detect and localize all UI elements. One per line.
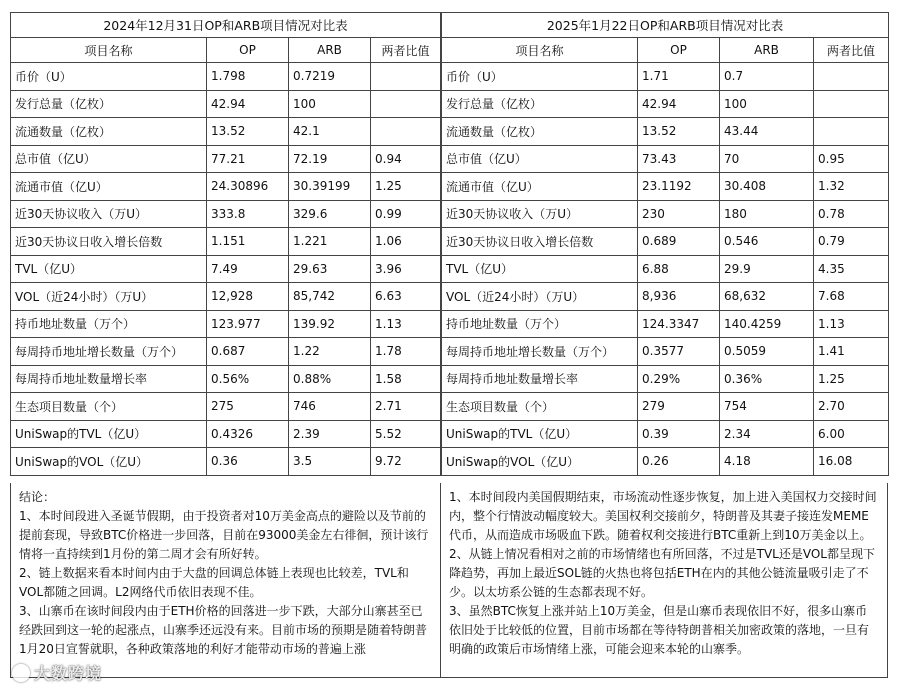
- cell-item-name: 流通市值（亿U）: [11, 173, 207, 201]
- cell-op: 0.39: [638, 420, 720, 448]
- table-row: [442, 228, 889, 256]
- table-row: [442, 255, 889, 283]
- cell-item-name: UniSwap的TVL（亿U）: [442, 420, 638, 448]
- cell-ratio: 2.70: [814, 393, 889, 421]
- note-paragraph: 2、链上数据来看本时间内由于大盘的回调总体链上表现也比较差，TVL和VOL都随之回调。L2网络代币依旧表现不佳。: [19, 566, 409, 599]
- cell-item-name: 每周持币地址数量增长率: [11, 365, 207, 393]
- header-op: OP: [207, 38, 289, 63]
- cell-op: 0.26: [638, 448, 720, 476]
- cell-item-name: 流通数量（亿枚）: [442, 118, 638, 146]
- cell-op: 23.1192: [638, 173, 720, 201]
- left-table-body: [11, 63, 441, 476]
- cell-arb: 0.88%: [289, 365, 371, 393]
- cell-item-name: VOL（近24小时）（万U）: [442, 283, 638, 311]
- cell-ratio: 1.32: [814, 173, 889, 201]
- cell-arb: 30.408: [720, 173, 814, 201]
- table-row: [11, 310, 441, 338]
- cell-ratio: 4.35: [814, 255, 889, 283]
- cell-arb: 139.92: [289, 310, 371, 338]
- header-arb: ARB: [289, 38, 371, 63]
- table-row: [442, 283, 889, 311]
- table-row: [11, 145, 441, 173]
- cell-arb: 29.9: [720, 255, 814, 283]
- cell-item-name: TVL（亿U）: [11, 255, 207, 283]
- cell-arb: 2.34: [720, 420, 814, 448]
- cell-arb: 100: [720, 90, 814, 118]
- cell-ratio: 1.58: [371, 365, 441, 393]
- cell-arb: 329.6: [289, 200, 371, 228]
- cell-arb: 0.5059: [720, 338, 814, 366]
- cell-op: 0.56%: [207, 365, 289, 393]
- cell-item-name: 发行总量（亿枚）: [442, 90, 638, 118]
- cell-op: 12,928: [207, 283, 289, 311]
- watermark-text: 大数跨境: [34, 664, 103, 683]
- cell-arb: 0.546: [720, 228, 814, 256]
- cell-item-name: UniSwap的TVL（亿U）: [11, 420, 207, 448]
- cell-op: 0.687: [207, 338, 289, 366]
- table-row: [442, 173, 889, 201]
- left-conclusion-notes: [10, 483, 441, 678]
- right-header-row: [442, 38, 889, 63]
- cell-ratio: [371, 90, 441, 118]
- table-row: [11, 90, 441, 118]
- cell-item-name: 每周持币地址增长数量（万个）: [11, 338, 207, 366]
- header-ratio: 两者比值: [814, 38, 889, 63]
- table-row: [442, 118, 889, 146]
- right-table-title: 2025年1月22日OP和ARB项目情况对比表: [442, 13, 889, 38]
- cell-op: 1.71: [638, 63, 720, 91]
- note-paragraph: 2、从链上情况看相对之前的市场情绪也有所回落，不过是TVL还是VOL都呈现下降趋势，再加上最近SOL链的火热也将包括ETH在内的其他公链流量吸引走了不少。以太坊系公链的生态都表现不好。: [449, 547, 875, 599]
- right-comparison-table: [441, 12, 889, 476]
- cell-ratio: [814, 90, 889, 118]
- table-row: [11, 338, 441, 366]
- cell-arb: 0.36%: [720, 365, 814, 393]
- cell-op: 42.94: [638, 90, 720, 118]
- table-row: [442, 420, 889, 448]
- table-row: [442, 310, 889, 338]
- table-row: [11, 448, 441, 476]
- cell-arb: 85,742: [289, 283, 371, 311]
- table-row: [11, 173, 441, 201]
- cell-op: 7.49: [207, 255, 289, 283]
- table-row: [11, 63, 441, 91]
- brand-logo-icon: [12, 664, 30, 682]
- cell-op: 1.798: [207, 63, 289, 91]
- table-row: [11, 200, 441, 228]
- cell-op: 0.36: [207, 448, 289, 476]
- cell-arb: 0.7: [720, 63, 814, 91]
- cell-arb: 68,632: [720, 283, 814, 311]
- cell-op: 279: [638, 393, 720, 421]
- cell-op: 73.43: [638, 145, 720, 173]
- note-paragraph: 1、本时间段进入圣诞节假期，由于投资者对10万美金高点的避险以及节前的提前套现，导致BTC价格进一步回落，目前在93000美金左右徘徊，预计该行情将一直持续到1月份的第二周才会有所好转。: [19, 509, 429, 561]
- cell-ratio: 1.78: [371, 338, 441, 366]
- cell-ratio: 0.94: [371, 145, 441, 173]
- cell-ratio: 0.95: [814, 145, 889, 173]
- cell-ratio: 5.52: [371, 420, 441, 448]
- table-row: [11, 393, 441, 421]
- cell-arb: 3.5: [289, 448, 371, 476]
- cell-op: 8,936: [638, 283, 720, 311]
- cell-ratio: 16.08: [814, 448, 889, 476]
- cell-arb: 180: [720, 200, 814, 228]
- cell-item-name: 发行总量（亿枚）: [11, 90, 207, 118]
- cell-arb: 100: [289, 90, 371, 118]
- cell-arb: 2.39: [289, 420, 371, 448]
- table-row: [11, 118, 441, 146]
- cell-ratio: 2.71: [371, 393, 441, 421]
- cell-op: 24.30896: [207, 173, 289, 201]
- cell-arb: 70: [720, 145, 814, 173]
- cell-ratio: 1.25: [371, 173, 441, 201]
- cell-op: 275: [207, 393, 289, 421]
- cell-item-name: 流通市值（亿U）: [442, 173, 638, 201]
- cell-item-name: 近30天协议收入（万U）: [11, 200, 207, 228]
- table-row: [442, 365, 889, 393]
- cell-ratio: 0.79: [814, 228, 889, 256]
- cell-ratio: 1.06: [371, 228, 441, 256]
- header-op: OP: [638, 38, 720, 63]
- cell-ratio: 6.00: [814, 420, 889, 448]
- cell-op: 0.29%: [638, 365, 720, 393]
- cell-ratio: 0.99: [371, 200, 441, 228]
- cell-item-name: 每周持币地址数量增长率: [442, 365, 638, 393]
- cell-arb: 4.18: [720, 448, 814, 476]
- cell-op: 42.94: [207, 90, 289, 118]
- cell-item-name: 每周持币地址增长数量（万个）: [442, 338, 638, 366]
- cell-arb: 29.63: [289, 255, 371, 283]
- cell-op: 0.3577: [638, 338, 720, 366]
- left-header-row: [11, 38, 441, 63]
- cell-ratio: 6.63: [371, 283, 441, 311]
- cell-op: 13.52: [638, 118, 720, 146]
- cell-item-name: 持币地址数量（万个）: [11, 310, 207, 338]
- cell-item-name: UniSwap的VOL（亿U）: [11, 448, 207, 476]
- cell-item-name: 币价（U）: [11, 63, 207, 91]
- note-paragraph: 3、山寨币在该时间段内由于ETH价格的回落进一步下跌，大部分山寨甚至已经跌回到这一轮的起涨点，山寨季还远没有来。目前市场的预期是随着特朗普1月20日宣誓就职，各种政策落地的利好才能带动市场的普遍上涨: [19, 604, 428, 656]
- cell-item-name: 持币地址数量（万个）: [442, 310, 638, 338]
- cell-arb: 72.19: [289, 145, 371, 173]
- cell-item-name: VOL（近24小时）（万U）: [11, 283, 207, 311]
- left-table-title: 2024年12月31日OP和ARB项目情况对比表: [11, 13, 441, 38]
- cell-item-name: 近30天协议日收入增长倍数: [11, 228, 207, 256]
- cell-item-name: 生态项目数量（个）: [442, 393, 638, 421]
- table-row: [11, 228, 441, 256]
- cell-ratio: [371, 63, 441, 91]
- table-row: [442, 63, 889, 91]
- cell-ratio: 9.72: [371, 448, 441, 476]
- cell-ratio: 1.25: [814, 365, 889, 393]
- cell-op: 6.88: [638, 255, 720, 283]
- table-row: [442, 145, 889, 173]
- right-conclusion-notes: [440, 483, 888, 678]
- cell-op: 124.3347: [638, 310, 720, 338]
- cell-ratio: 0.78: [814, 200, 889, 228]
- table-row: [11, 420, 441, 448]
- table-row: [442, 200, 889, 228]
- note-paragraph: 3、虽然BTC恢复上涨并站上10万美金，但是山寨币表现依旧不好，很多山寨币依旧处于比较低的位置，目前市场都在等待特朗普相关加密政策的落地，一旦有明确的政策后市场情绪上涨，可能会迎来本轮的山寨季。: [449, 604, 870, 656]
- cell-op: 230: [638, 200, 720, 228]
- cell-op: 77.21: [207, 145, 289, 173]
- cell-arb: 1.22: [289, 338, 371, 366]
- header-item-name: 项目名称: [442, 38, 638, 63]
- table-row: [11, 283, 441, 311]
- watermark: [12, 661, 102, 684]
- cell-item-name: UniSwap的VOL（亿U）: [442, 448, 638, 476]
- table-row: [442, 338, 889, 366]
- cell-arb: 140.4259: [720, 310, 814, 338]
- cell-ratio: [371, 118, 441, 146]
- header-item-name: 项目名称: [11, 38, 207, 63]
- note-paragraph: 1、本时间段内美国假期结束，市场流动性逐步恢复，加上进入美国权力交接时间内，整个行情波动幅度较大。美国权利交接前夕，特朗普及其妻子接连发MEME代币，从而造成市场吸血下跌。随着权利交接进行BTC重新上到10万美金以上。: [449, 490, 877, 542]
- cell-ratio: 1.41: [814, 338, 889, 366]
- table-row: [442, 448, 889, 476]
- left-comparison-table: [10, 12, 441, 476]
- header-ratio: 两者比值: [371, 38, 441, 63]
- cell-arb: 1.221: [289, 228, 371, 256]
- header-arb: ARB: [720, 38, 814, 63]
- right-table-body: [442, 63, 889, 476]
- cell-op: 0.4326: [207, 420, 289, 448]
- cell-op: 333.8: [207, 200, 289, 228]
- cell-op: 1.151: [207, 228, 289, 256]
- cell-item-name: 流通数量（亿枚）: [11, 118, 207, 146]
- cell-op: 123.977: [207, 310, 289, 338]
- cell-item-name: TVL（亿U）: [442, 255, 638, 283]
- note-paragraph: 结论：: [19, 490, 56, 504]
- cell-ratio: [814, 63, 889, 91]
- cell-arb: 42.1: [289, 118, 371, 146]
- cell-item-name: 总市值（亿U）: [11, 145, 207, 173]
- cell-arb: 754: [720, 393, 814, 421]
- table-row: [11, 365, 441, 393]
- cell-item-name: 总市值（亿U）: [442, 145, 638, 173]
- cell-arb: 43.44: [720, 118, 814, 146]
- table-row: [442, 90, 889, 118]
- table-row: [442, 393, 889, 421]
- cell-item-name: 近30天协议日收入增长倍数: [442, 228, 638, 256]
- cell-ratio: [814, 118, 889, 146]
- cell-op: 13.52: [207, 118, 289, 146]
- cell-ratio: 1.13: [814, 310, 889, 338]
- cell-arb: 30.39199: [289, 173, 371, 201]
- cell-arb: 746: [289, 393, 371, 421]
- cell-op: 0.689: [638, 228, 720, 256]
- cell-item-name: 生态项目数量（个）: [11, 393, 207, 421]
- cell-arb: 0.7219: [289, 63, 371, 91]
- cell-item-name: 币价（U）: [442, 63, 638, 91]
- cell-ratio: 1.13: [371, 310, 441, 338]
- cell-item-name: 近30天协议收入（万U）: [442, 200, 638, 228]
- cell-ratio: 7.68: [814, 283, 889, 311]
- cell-ratio: 3.96: [371, 255, 441, 283]
- table-row: [11, 255, 441, 283]
